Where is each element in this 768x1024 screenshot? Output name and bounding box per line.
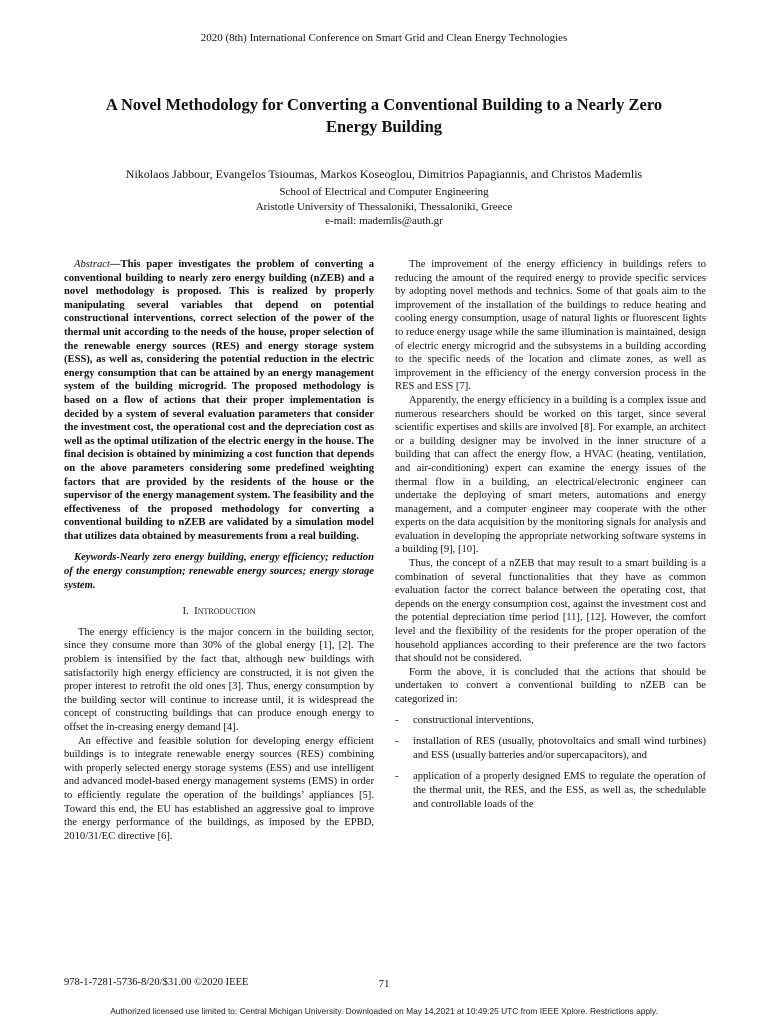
paragraph: The energy efficiency is the major concern in the building sector, since they consume more than 30% of the global energy [1], [2]. The problem is intensified by the fact that, although new buildings with satisfactorily high energy efficiency are constructed, it is not given the proper interest to retrofit the old ones [3]. Thus, energy consumption by the building sector will continue to increase until, it is widespread the concept of constructing buildings that can produce enough energy to offset the in-creasing energy demand [4]. (64, 626, 374, 733)
paper-title: A Novel Methodology for Converting a Conventional Building to a Nearly Zero Energy Building (105, 95, 663, 136)
paragraph: The improvement of the energy efficiency in buildings refers to reducing the amount of the required energy to provide specific services by adopting novel methods and technics. Some of that goals aim to the improvement of the installation of the buildings to reduce heating and cooling energy consumption, usage of natural lights or fluorescent lights to reduce energy usage while the same illumination is maintained, design of electric energy microgrid and the subsystems in a building according to the specific needs of the location and climate zones, as well as improvement in the efficiency of the energy conversion process in the RES and ESS [7]. (395, 259, 706, 393)
bullet-dash: - (395, 736, 399, 748)
list-item (395, 714, 706, 728)
conference-header: 2020 (8th) International Conference on Smart Grid and Clean Energy Technologies (200, 32, 568, 44)
list-item (395, 770, 706, 811)
abstract-text: —This paper investigates the problem of converting a conventional building to nearly zero energy building (nZEB) and a novel methodology is proposed. This is realized by properly manipulating several variables that depend on potential constructional interventions, correct selection of the power of the thermal unit according to the needs of the house, proper selection of the renewable energy sources (RES) and energy storage system (ESS), as well as, considering the potential reduction in the electric energy consumption that can be attained by an energy management system of the building microgrid. The proposed methodology is based on a flow of actions that their proper implementation is decided by a system of several evaluation parameters that consider the investment cost, the operational cost and the depreciation cost as well as the optimal utilization of the electric energy in the house. The final decision is obtained by minimizing a cost function that depends on the above parameters considering some predefined weighting factors that are provided by the residents of the house or the supervisor of the energy management system. The feasibility and the effectiveness of the proposed methodology for converting a conventional building to nZEB are validated by a simulation model that utilizes data obtained by measurements from a real building. (64, 259, 374, 542)
isbn-copyright: 978-1-7281-5736-8/20/$31.00 ©2020 IEEE (64, 977, 249, 988)
author-list: Nikolaos Jabbour, Evangelos Tsioumas, Markos Koseoglou, Dimitrios Papagiannis, and Christos Mademlis (125, 167, 643, 181)
section-number: I. (182, 605, 189, 618)
affiliation (60, 185, 708, 229)
bullet-dash: - (395, 771, 399, 783)
list-item (395, 735, 706, 762)
affiliation-school: School of Electrical and Computer Engineering (279, 186, 489, 198)
paragraph: Apparently, the energy efficiency in a building is a complex issue and numerous researchers should be worked on this target, since several scientific expertises and skills are involved [8]. For example, an architect or a building designer may be involved in the inner structure of a building that can affect the energy flow, a HVAC (heating, ventilation, and air-conditioning) expert can examine the energy issues of the thermal flow in a building, an electrical/electronic engineer can undertake the deploying of smart meters, automations and energy management, and a computer engineer may cooperate with the other experts on the data acquisition by the monitoring signals for analysis and evaluation in developing the appropriate networking software systems in a building [9], [10]. (395, 394, 706, 556)
page-number: 71 (378, 978, 390, 990)
author-email: e-mail: mademlis@auth.gr (325, 215, 443, 227)
paragraph: An effective and feasible solution for developing energy efficient buildings is to integrate renewable energy sources (RES) combining with properly selected energy storage systems (ESS) and use intelligent and advanced model-based energy management systems (EMS) in order to efficiently regulate the operation of the buildings’ appliances [5]. Toward this end, the EU has established an aggressive goal to improve the energy performance of the buildings, as imposed by the EPBD, 2010/31/EC directive [6]. (64, 735, 374, 842)
bullet-dash: - (395, 714, 399, 726)
license-notice: Authorized licensed use limited to: Central Michigan University. Downloaded on May 14,2021 at 10:49:25 UTC from IEEE Xplore. Restrictions apply. (110, 1006, 658, 1016)
abstract-label: Abstract (74, 259, 110, 270)
left-column (64, 258, 374, 843)
paragraph: Thus, the concept of a nZEB that may result to a smart building is a combination of several functionalities that they have as common evaluation factor the correct balance between the operating cost, that depends on the energy consumption cost, against the investment cost and the potential depreciation time period [11], [12]. However, the comfort level and the flexibility of the residents for the proper operation of the household appliances according to their preference are the two factors that should not be considered. (395, 558, 706, 665)
paragraph: Form the above, it is concluded that the actions that should be undertaken to convert a conventional building to nZEB can be categorized in: (395, 666, 706, 705)
abstract (64, 258, 374, 543)
bullet-text: application of a properly designed EMS to regulate the operation of the thermal unit, the RES, and the ESS, as well as, the schedulable and controllable loads of the (413, 771, 706, 810)
section-title: Introduction (194, 605, 256, 618)
keywords: Keywords-Nearly zero energy building, energy efficiency; reduction of the energy consumption; renewable energy sources; energy storage system. (64, 552, 374, 591)
bullet-text: constructional interventions, (413, 714, 534, 726)
bullet-list (395, 714, 706, 812)
right-column (395, 258, 706, 819)
bullet-text: installation of RES (usually, photovoltaics and small wind turbines) and ESS (usually batteries and/or supercapacitors), and (413, 736, 706, 761)
affiliation-university: Aristotle University of Thessaloniki, Thessaloniki, Greece (255, 200, 513, 213)
section-heading-introduction (64, 605, 374, 619)
